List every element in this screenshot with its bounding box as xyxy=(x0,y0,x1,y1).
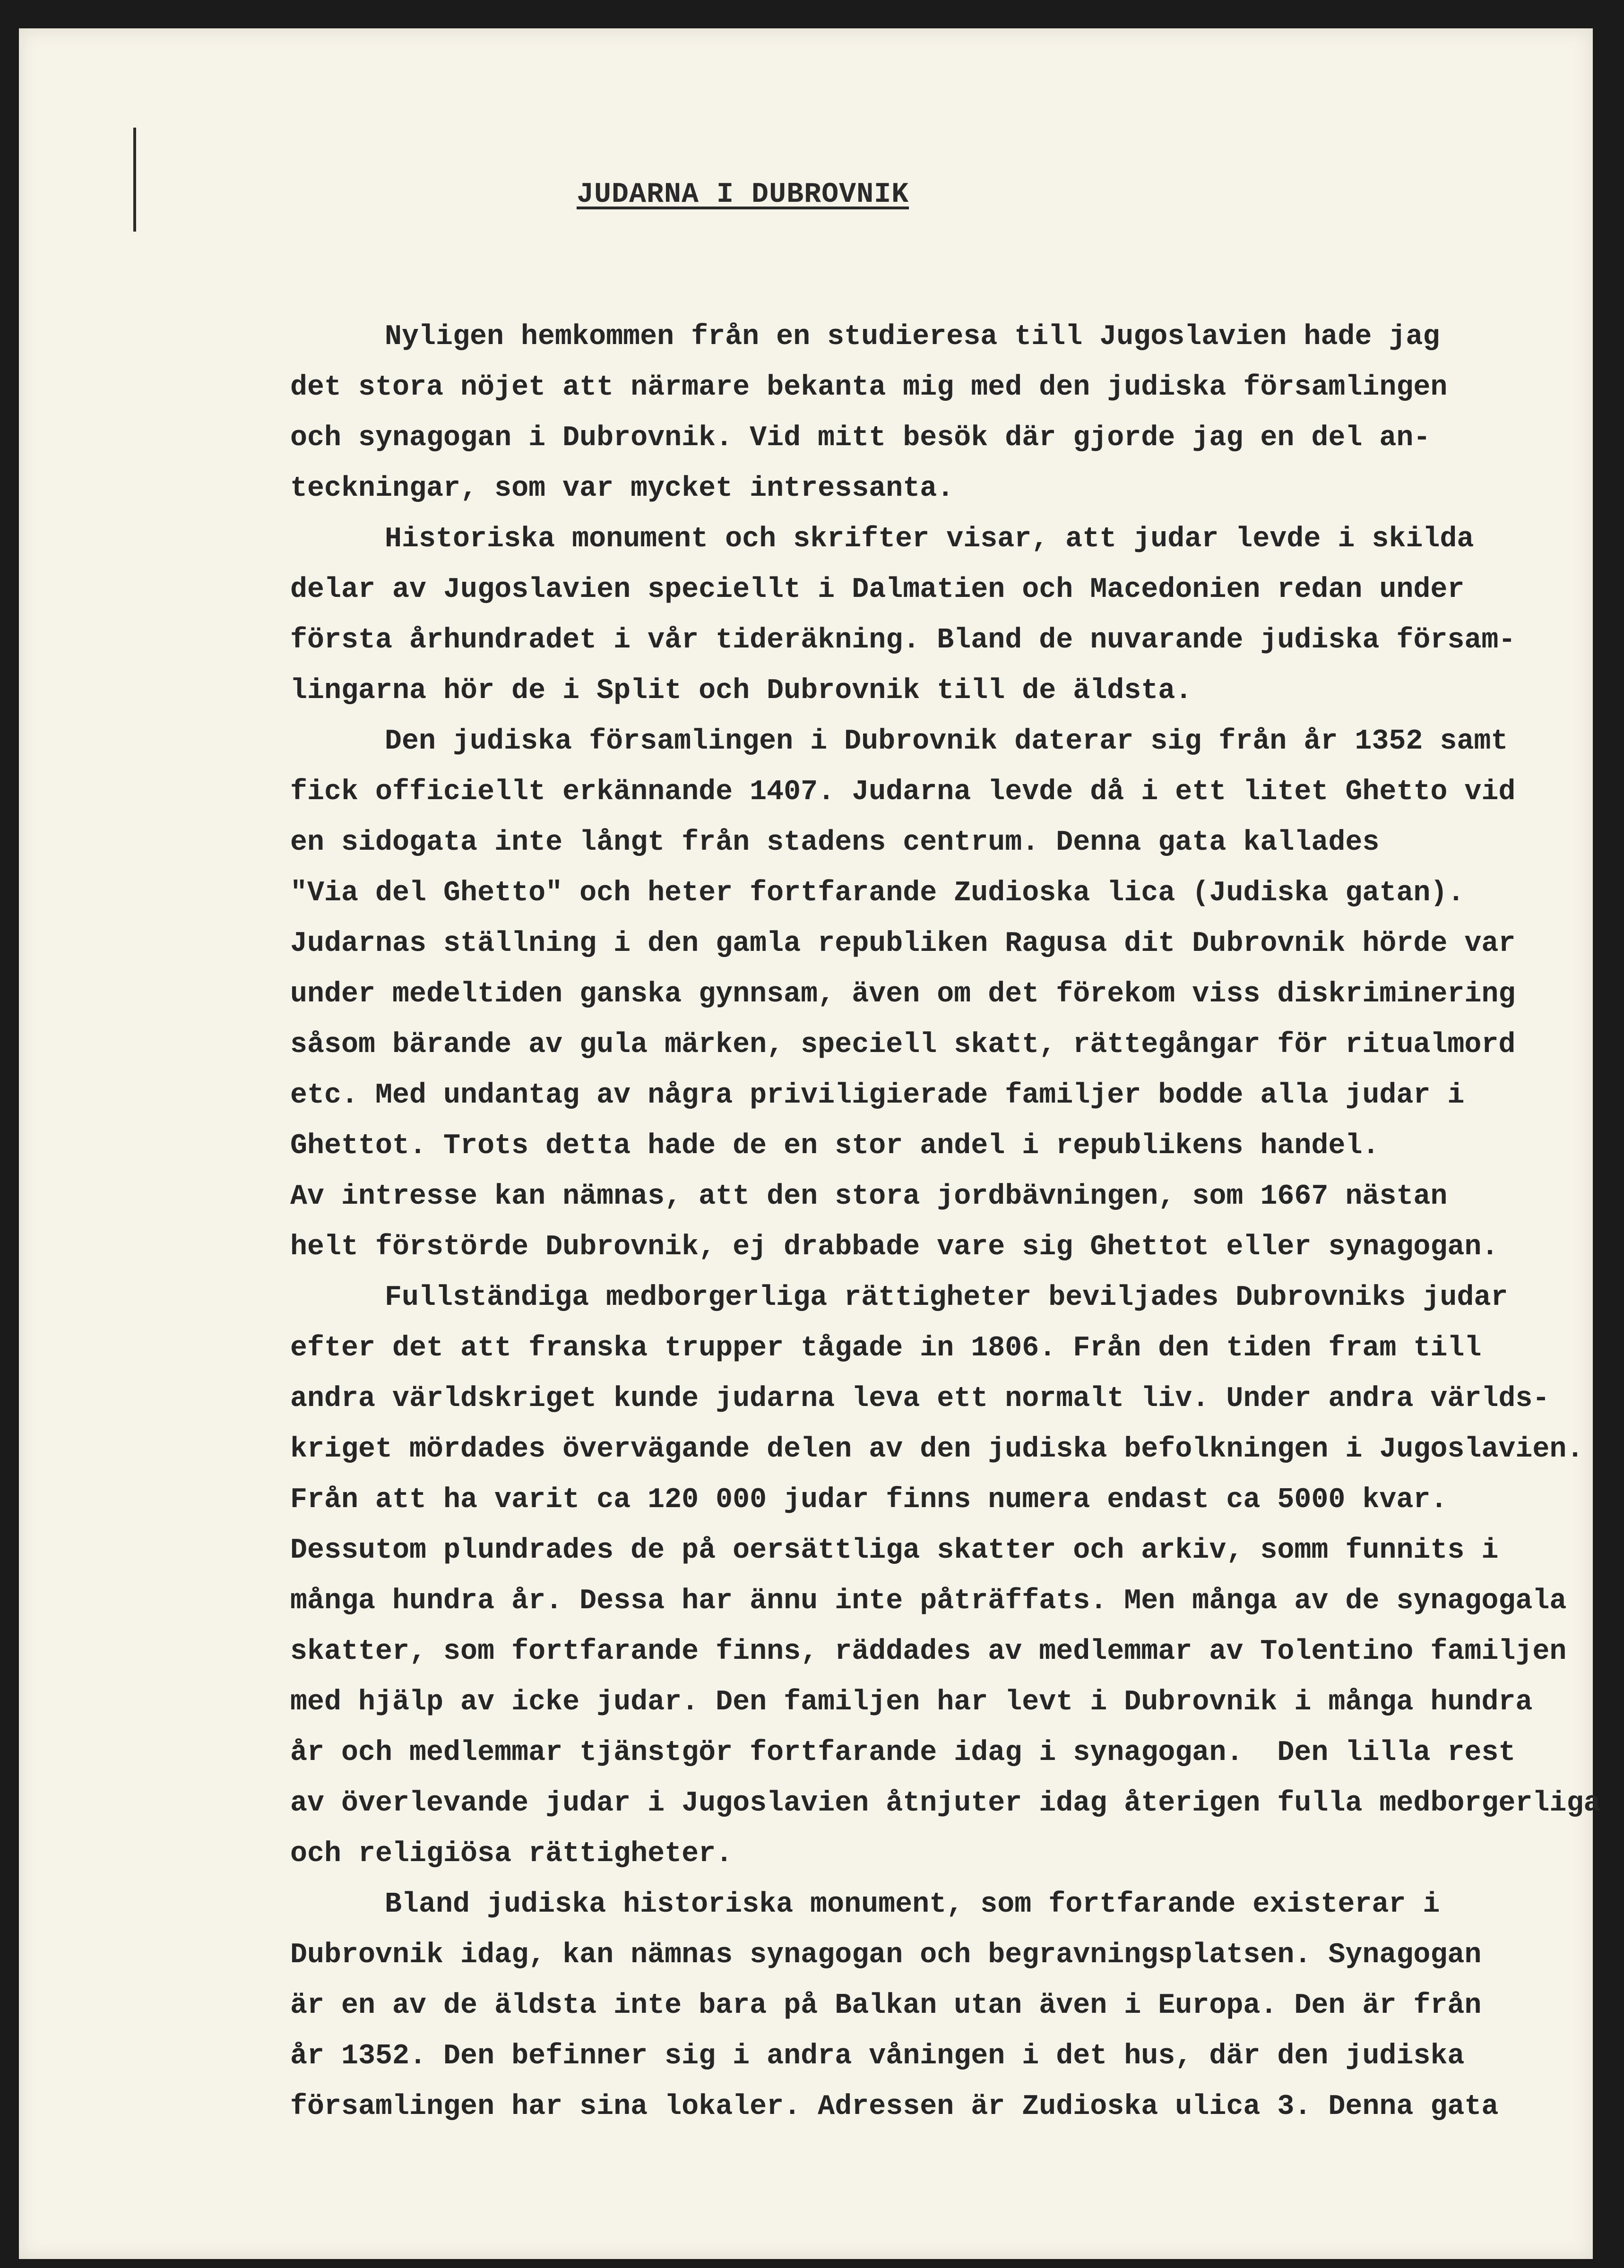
text-line: Nyligen hemkommen från en studieresa till Jugoslavien hade jag xyxy=(385,321,1440,353)
paper-page xyxy=(19,28,1601,2259)
text-line: en sidogata inte långt från stadens centrum. Denna gata kallades xyxy=(290,827,1380,859)
text-line: år och medlemmar tjänstgör fortfarande idag i synagogan. Den lilla rest xyxy=(290,1737,1516,1769)
text-line: helt förstörde Dubrovnik, ej drabbade vare sig Ghettot eller synagogan. xyxy=(290,1231,1499,1263)
text-line: Ghettot. Trots detta hade de en stor andel i republikens handel. xyxy=(290,1130,1380,1162)
text-line: många hundra år. Dessa har ännu inte påträffats. Men många av de synagogala xyxy=(290,1585,1567,1617)
text-line: Fullständiga medborgerliga rättigheter beviljades Dubrovniks judar xyxy=(385,1282,1508,1314)
text-line: fick officiellt erkännande 1407. Judarna levde då i ett litet Ghetto vid xyxy=(290,776,1516,808)
text-line: såsom bärande av gula märken, speciell skatt, rättegångar för ritualmord xyxy=(290,1029,1516,1061)
text-line: etc. Med undantag av några priviligierade familjer bodde alla judar i xyxy=(290,1079,1465,1112)
text-line: "Via del Ghetto" och heter fortfarande Zudioska lica (Judiska gatan). xyxy=(290,877,1465,909)
text-line: Den judiska församlingen i Dubrovnik daterar sig från år 1352 samt xyxy=(385,725,1508,758)
text-line: Av intresse kan nämnas, att den stora jordbävningen, som 1667 nästan xyxy=(290,1181,1448,1213)
text-line: skatter, som fortfarande finns, räddades av medlemmar av Tolentino familjen xyxy=(290,1636,1567,1668)
document-body xyxy=(290,312,1601,2132)
text-line: delar av Jugoslavien speciellt i Dalmatien och Macedonien redan under xyxy=(290,574,1465,606)
text-line: och synagogan i Dubrovnik. Vid mitt besök där gjorde jag en del an- xyxy=(290,422,1431,454)
text-line: första århundradet i vår tideräkning. Bland de nuvarande judiska försam- xyxy=(290,624,1516,656)
text-line: år 1352. Den befinner sig i andra våningen i det hus, där den judiska xyxy=(290,2040,1465,2072)
text-line: Judarnas ställning i den gamla republiken Ragusa dit Dubrovnik hörde var xyxy=(290,928,1516,960)
text-line: och religiösa rättigheter. xyxy=(290,1838,733,1870)
text-line: församlingen har sina lokaler. Adressen är Zudioska ulica 3. Denna gata xyxy=(290,2091,1499,2123)
document-title: JUDARNA I DUBROVNIK xyxy=(577,179,909,211)
text-line: är en av de äldsta inte bara på Balkan utan även i Europa. Den är från xyxy=(290,1990,1482,2022)
text-line: Dessutom plundrades de på oersättliga skatter och arkiv, somm funnits i xyxy=(290,1535,1499,1567)
text-line: Bland judiska historiska monument, som fortfarande existerar i xyxy=(385,1889,1440,1921)
text-line: Från att ha varit ca 120 000 judar finns numera endast ca 5000 kvar. xyxy=(290,1484,1448,1516)
text-line: teckningar, som var mycket intressanta. xyxy=(290,473,954,505)
text-line: av överlevande judar i Jugoslavien åtnjuter idag återigen fulla medborgerliga xyxy=(290,1787,1601,1820)
text-line: andra världskriget kunde judarna leva ett normalt liv. Under andra världs- xyxy=(290,1383,1550,1415)
text-line: det stora nöjet att närmare bekanta mig med den judiska församlingen xyxy=(290,371,1448,404)
text-line: efter det att franska trupper tågade in 1806. Från den tiden fram till xyxy=(290,1332,1482,1364)
text-line: Historiska monument och skrifter visar, att judar levde i skilda xyxy=(385,523,1474,555)
margin-mark xyxy=(133,128,136,232)
text-line: under medeltiden ganska gynnsam, även om det förekom viss diskriminering xyxy=(290,978,1516,1010)
text-line: Dubrovnik idag, kan nämnas synagogan och begravningsplatsen. Synagogan xyxy=(290,1939,1482,1971)
text-line: kriget mördades övervägande delen av den judiska befolkningen i Jugoslavien. xyxy=(290,1433,1584,1466)
text-line: lingarna hör de i Split och Dubrovnik till de äldsta. xyxy=(290,675,1192,707)
text-line: med hjälp av icke judar. Den familjen har levt i Dubrovnik i många hundra xyxy=(290,1686,1533,1718)
